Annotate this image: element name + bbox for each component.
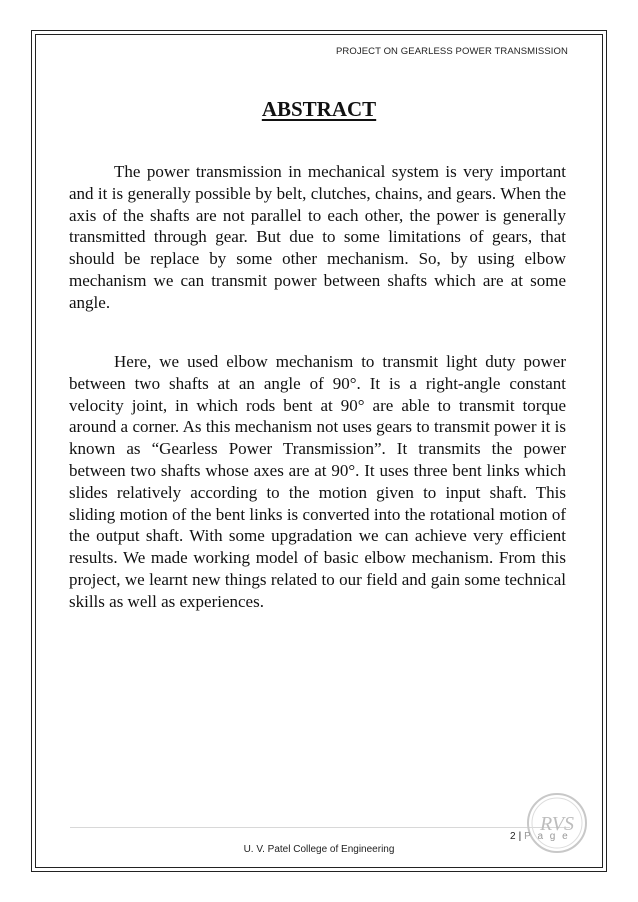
logo-text: RVS bbox=[539, 813, 575, 835]
college-name: U. V. Patel College of Engineering bbox=[243, 844, 395, 855]
abstract-paragraph-2: Here, we used elbow mechanism to transmit light duty power between two shafts at an angle of 90°. It is a right-angle constant velocity joint, in which rods bent at 90° are able to transmit torque around a corner. As this mechanism not uses gears to transmit power it is known as “Gearless Power Transmission”. It transmits the power between two shafts whose axes are at 90°. It uses three bent links which slides relatively according to the motion given to input shaft. This sliding motion of the bent links is converted into the rotational motion of the output shaft. With some upgradation we can achieve very efficient results. We made working model of basic elbow mechanism. From this project, we learnt new things related to our field and gain some technical skills as well as experiences. bbox=[69, 352, 566, 611]
page-number-separator: | bbox=[518, 831, 522, 842]
page-number-value: 2 bbox=[510, 831, 516, 842]
footer-divider bbox=[70, 827, 570, 828]
page-word: P a g e bbox=[524, 831, 570, 842]
page-number bbox=[510, 831, 570, 842]
running-header: PROJECT ON GEARLESS POWER TRANSMISSION bbox=[335, 46, 568, 57]
page-title: ABSTRACT bbox=[261, 97, 377, 121]
abstract-paragraph-1: The power transmission in mechanical system is very important and it is generally possible by belt, clutches, chains, and gears. When the axis of the shafts are not parallel to each other, the power is generally transmitted through gear. But due to some limitations of gears, that should be replace by some other mechanism. So, by using elbow mechanism we can transmit power between shafts which are at some angle. bbox=[69, 162, 566, 312]
